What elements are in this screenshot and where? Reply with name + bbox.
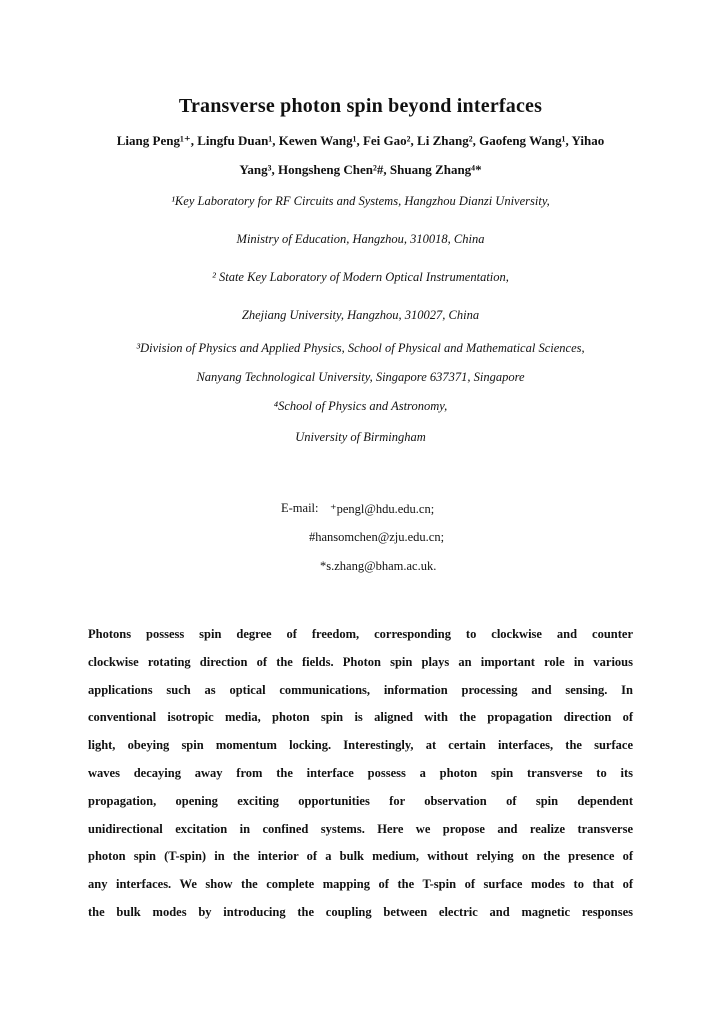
- affiliation-line: University of Birmingham: [295, 430, 426, 444]
- abstract-line: any interfaces. We show the complete mapping of the T-spin of surface modes to that of: [88, 877, 633, 892]
- affiliation-line: ¹Key Laboratory for RF Circuits and Systems, Hangzhou Dianzi University,: [171, 194, 550, 208]
- affiliation-line: Zhejiang University, Hangzhou, 310027, China: [241, 308, 480, 322]
- email-address: #hansomchen@zju.edu.cn;: [309, 530, 445, 544]
- abstract-line: applications such as optical communications, information processing and sensing. In: [88, 682, 633, 697]
- email-label: E-mail:: [281, 501, 319, 515]
- author-list-line-1: Liang Peng¹⁺, Lingfu Duan¹, Kewen Wang¹, Fei Gao², Li Zhang², Gaofeng Wang¹, Yihao: [116, 133, 605, 148]
- abstract-line: Photons possess spin degree of freedom, corresponding to clockwise and counter: [88, 627, 633, 641]
- abstract-line: unidirectional excitation in confined systems. Here we propose and realize transverse: [88, 821, 633, 836]
- abstract: [88, 626, 633, 932]
- affiliation-line: Nanyang Technological University, Singapore 637371, Singapore: [196, 370, 525, 384]
- paper-title: Transverse photon spin beyond interfaces: [178, 95, 543, 117]
- affiliation-line: ⁴School of Physics and Astronomy,: [273, 399, 448, 413]
- abstract-line: the bulk modes by introducing the coupling between electric and magnetic responses: [88, 904, 633, 919]
- affiliation-line: Ministry of Education, Hangzhou, 310018, China: [236, 232, 485, 246]
- email-address: *s.zhang@bham.ac.uk.: [320, 559, 437, 573]
- abstract-line: clockwise rotating direction of the fields. Photon spin plays an important role in various: [88, 654, 633, 669]
- affiliation-line: ² State Key Laboratory of Modern Optical Instrumentation,: [212, 270, 509, 284]
- abstract-line: light, obeying spin momentum locking. Interestingly, at certain interfaces, the surface: [88, 738, 633, 753]
- affiliation-line: ³Division of Physics and Applied Physics, School of Physical and Mathematical Sciences,: [136, 341, 585, 355]
- abstract-line: waves decaying away from the interface possess a photon spin transverse to its: [88, 765, 633, 780]
- author-list-line-2: Yang³, Hongsheng Chen²#, Shuang Zhang⁴*: [239, 162, 482, 177]
- abstract-line: conventional isotropic media, photon spin is aligned with the propagation direction of: [88, 710, 633, 725]
- abstract-line: propagation, opening exciting opportunities for observation of spin dependent: [88, 793, 633, 808]
- email-address: ⁺pengl@hdu.edu.cn;: [330, 502, 435, 516]
- abstract-line: photon spin (T-spin) in the interior of a bulk medium, without relying on the presence of: [88, 849, 633, 864]
